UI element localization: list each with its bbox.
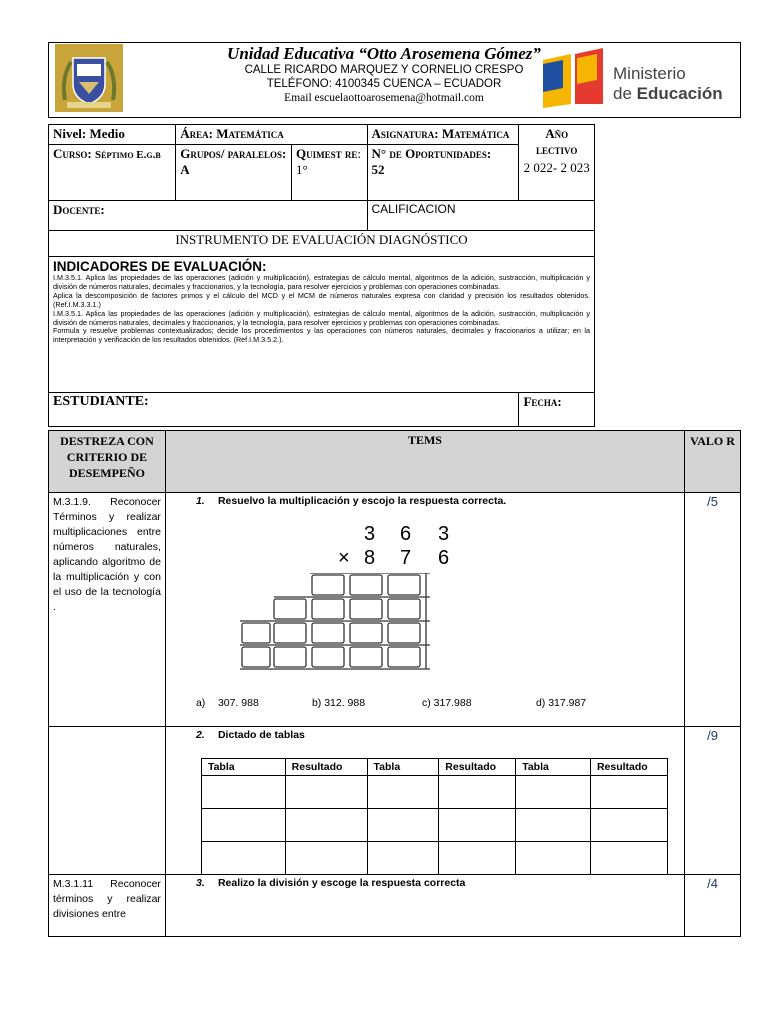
item-3-number: 3.: [195, 877, 205, 889]
dictation-cell[interactable]: [590, 776, 667, 809]
curso-label: Curso:: [53, 146, 92, 161]
times-sign: ×: [337, 547, 350, 569]
grupos-label: Grupos/ paralelos:: [180, 146, 287, 161]
quimestre-cell: [292, 145, 367, 201]
indicator-1: I.M.3.5.1. Aplica las propiedades de las operaciones (adición y multiplicación), estrategias de cálculo mental, algoritmos de la adición, sustracción, multiplicación y división de números naturales, decimales y fraccionarios, y la tecnología, para resolver ejercicios y problemas con operaciones combinadas.: [53, 273, 590, 291]
asignatura-label: Asignatura:: [371, 126, 439, 141]
grupos-cell: [176, 145, 292, 201]
dictation-header: Resultado: [285, 759, 367, 776]
bottom-digit: 6: [437, 547, 450, 569]
multiplication-grid: [240, 573, 470, 735]
dictation-cell[interactable]: [439, 842, 516, 875]
docente-cell: Docente:: [49, 201, 368, 231]
dictation-cell[interactable]: [285, 809, 367, 842]
ministry-line2-prefix: de: [613, 84, 637, 103]
items-table: [48, 430, 741, 937]
dictation-cell[interactable]: [201, 842, 285, 875]
dictation-cell[interactable]: [439, 776, 516, 809]
dictation-table: [201, 758, 668, 875]
dictation-cell[interactable]: [285, 776, 367, 809]
valor-header: VALO R: [685, 431, 741, 493]
destreza-header: DESTREZA CON CRITERIO DE DESEMPEÑO: [49, 431, 166, 493]
school-address: CALLE RICARDO MARQUEZ Y CORNELIO CRESPO: [244, 64, 524, 76]
item-2-number: 2.: [195, 729, 205, 741]
info-table: [48, 124, 595, 427]
asignatura-value: Matemática: [441, 126, 510, 141]
item-2-question: Dictado de tablas: [217, 729, 305, 741]
destreza-3: M.3.1.11 Reconocer términos y realizar divisiones entre: [49, 875, 166, 937]
oportunidades-label: N° de Oportunidades:: [371, 146, 492, 161]
area-cell: [176, 125, 367, 145]
bottom-digit: 7: [399, 547, 412, 569]
dictation-cell[interactable]: [516, 809, 591, 842]
dictation-cell[interactable]: [201, 809, 285, 842]
item-1-question: Resuelvo la multiplicación y escojo la respuesta correcta.: [217, 495, 507, 507]
dictation-cell[interactable]: [367, 842, 439, 875]
fecha-cell: Fecha:: [519, 393, 595, 427]
quimestre-label: Quimest re: [296, 146, 358, 161]
option-a: 307. 988: [217, 697, 259, 709]
value-2: /9: [685, 727, 741, 875]
quimestre-value: : 1°: [296, 146, 362, 177]
indicator-3: I.M.3.5.1. Aplica las propiedades de las operaciones (adición y multiplicación), estrategias de cálculo mental, algoritmos de la adición, sustracción, multiplicación y división de números naturales, decimales y fraccionarios, y la tecnología, para resolver ejercicios y problemas con operaciones combinadas.: [53, 308, 590, 327]
curso-cell: [49, 145, 176, 201]
area-value: Matemática: [216, 126, 284, 141]
indicadores-cell: [49, 257, 595, 393]
destreza-1: M.3.1.9. Reconocer Términos y realizar multiplicaciones entre números naturales, aplicando algoritmo de la multiplicación y con el uso de la tecnología .: [49, 493, 166, 727]
item-2: [165, 727, 684, 875]
top-digit: 6: [399, 523, 412, 545]
dictation-header: Tabla: [516, 759, 591, 776]
dictation-cell[interactable]: [285, 842, 367, 875]
dictation-header: Resultado: [590, 759, 667, 776]
bottom-digit: 8: [363, 547, 376, 569]
ministry-line2: [613, 84, 723, 103]
option-c: c) 317.988: [421, 697, 472, 709]
indicator-4: Formula y resuelve problemas contextualizados; decide los procedimientos y las operaciones con números naturales, decimales y fraccionarios a utilizar; en la interpretación y verificación de los resultados obtenidos. (Ref.I.M.3.5.2.).: [53, 326, 590, 345]
nivel-cell: Nivel: Medio: [49, 125, 176, 145]
oportunidades-value: 52: [371, 162, 385, 177]
instrument-title: INSTRUMENTO DE EVALUACIÓN DIAGNÓSTICO: [49, 231, 595, 257]
top-digit: 3: [363, 523, 376, 545]
item-3: [165, 875, 684, 937]
dictation-cell[interactable]: [590, 842, 667, 875]
grupos-value: A: [180, 162, 190, 177]
items-header: TEMS: [165, 431, 684, 493]
indicator-2: Aplica la descomposición de factores primos y el cálculo del MCD y el MCM de números naturales expresa con claridad y precisión los resultados obtenidos. (Ref.I.M.3.3.1.): [53, 290, 590, 309]
ministry-line1: Ministerio: [613, 64, 686, 83]
dictation-header: Tabla: [367, 759, 439, 776]
calificacion-cell: CALIFICACION: [367, 201, 594, 231]
ministry-logo: [541, 46, 723, 110]
curso-value: Séptimo E.g.b: [94, 149, 161, 161]
dictation-cell[interactable]: [516, 776, 591, 809]
school-name: Unidad Educativa “Otto Arosemena Gómez”: [227, 44, 541, 63]
item-1: [165, 493, 684, 727]
school-email: Email escuelaottoarosemena@hotmail.com: [284, 92, 484, 104]
option-d: d) 317.987: [535, 697, 587, 709]
ministry-line2-bold: Educación: [636, 84, 723, 103]
value-1: /5: [685, 493, 741, 727]
option-b: b) 312. 988: [311, 697, 366, 709]
value-3: /4: [685, 875, 741, 937]
dictation-header: Resultado: [439, 759, 516, 776]
dictation-cell[interactable]: [516, 842, 591, 875]
anio-value: 2 022- 2 023: [523, 160, 590, 175]
asignatura-cell: [367, 125, 519, 145]
indicadores-title: INDICADORES DE EVALUACIÓN:: [53, 259, 267, 274]
anio-cell: [519, 125, 595, 201]
item-1-number: 1.: [195, 495, 205, 507]
area-label: Área:: [180, 126, 213, 141]
oportunidades-cell: [367, 145, 519, 201]
dictation-cell[interactable]: [439, 809, 516, 842]
option-a-letter: a): [195, 697, 206, 709]
anio-label: Año lectivo: [536, 126, 578, 157]
dictation-cell[interactable]: [367, 776, 439, 809]
destreza-2: [49, 727, 166, 875]
dictation-cell[interactable]: [201, 776, 285, 809]
item-3-question: Realizo la división y escoge la respuesta correcta: [217, 877, 466, 889]
top-digit: 3: [437, 523, 450, 545]
school-phone: TELÉFONO: 4100345 CUENCA – ECUADOR: [266, 78, 502, 90]
estudiante-cell: ESTUDIANTE:: [49, 393, 519, 427]
dictation-header: Tabla: [201, 759, 285, 776]
dictation-cell[interactable]: [590, 809, 667, 842]
dictation-cell[interactable]: [367, 809, 439, 842]
